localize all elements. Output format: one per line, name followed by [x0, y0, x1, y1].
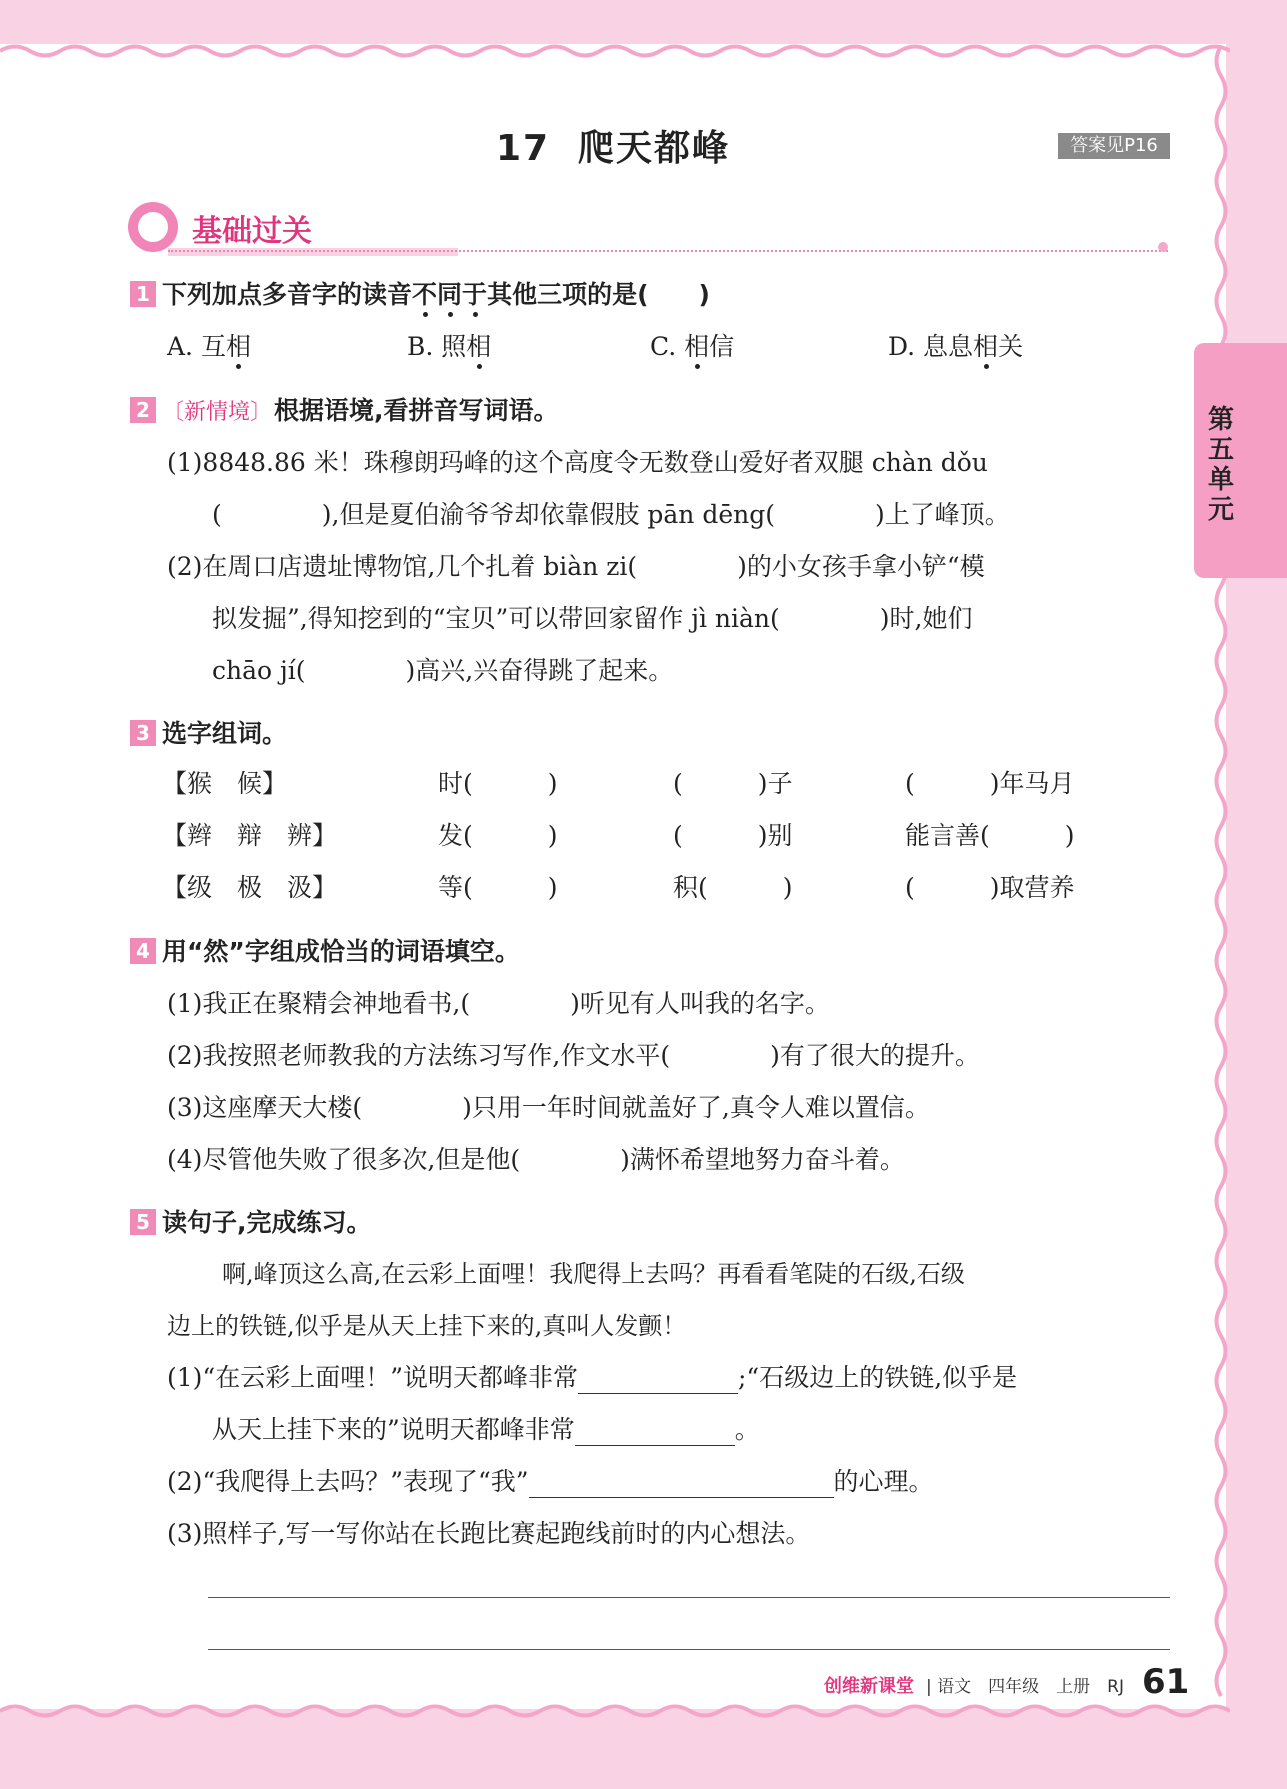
q3-blank[interactable]: 时( ): [438, 769, 558, 798]
question-number: 5: [130, 1209, 156, 1235]
answer-blank[interactable]: [529, 1471, 834, 1498]
q3-char-group: 【猴 候】: [162, 769, 288, 798]
footer-brand: 创维新课堂: [824, 1676, 914, 1697]
option-b[interactable]: B. 照相: [407, 332, 492, 361]
q5-sub1-cont: 从天上挂下来的”说明天都峰非常 。: [212, 1415, 760, 1444]
q3-blank[interactable]: 发( ): [438, 821, 558, 850]
section-dotted-divider: [168, 250, 1168, 252]
section-header: [128, 200, 1168, 252]
mascot-icon: [128, 202, 178, 252]
question-number: 3: [130, 720, 156, 746]
option-c[interactable]: C. 相信: [650, 332, 735, 361]
unit-side-tab: [1194, 343, 1287, 578]
right-wave-border: [1208, 46, 1234, 1710]
q3-blank[interactable]: ( )取营养: [905, 873, 1075, 902]
question-number: 1: [130, 281, 156, 307]
lesson-title: [0, 120, 1226, 171]
question-5-stem: 5 读句子,完成练习。: [130, 1203, 372, 1239]
section-label: 基础过关: [192, 214, 312, 249]
q4-line: (3)这座摩天大楼( )只用一年时间就盖好了,真令人难以置信。: [167, 1093, 930, 1122]
q4-line: (4)尽管他失败了很多次,但是他( )满怀希望地努力奋斗着。: [167, 1145, 905, 1174]
question-4-stem: 4 用“然”字组成恰当的词语填空。: [130, 932, 520, 968]
q3-blank[interactable]: 积( ): [673, 873, 793, 902]
unit-label: 第五单元: [1208, 405, 1235, 525]
top-wave-border: [0, 40, 1230, 62]
page-number: 61: [1142, 1662, 1190, 1702]
passage-line: 边上的铁链,似乎是从天上挂下来的,真叫人发颤！: [167, 1312, 687, 1340]
question-number: 4: [130, 938, 156, 964]
q5-sub2: (2)“我爬得上去吗？”表现了“我” 的心理。: [167, 1467, 934, 1496]
q3-blank[interactable]: 等( ): [438, 873, 558, 902]
answer-reference-badge: 答案见P16: [1058, 133, 1170, 159]
option-d[interactable]: D. 息息相关: [888, 332, 1024, 361]
divider-end-dot: [1158, 242, 1168, 252]
lesson-number: 17: [495, 128, 551, 169]
new-context-tag: 〔新情境〕: [162, 400, 273, 425]
bottom-wave-border: [0, 1700, 1230, 1722]
q3-blank[interactable]: ( )年马月: [905, 769, 1075, 798]
question-2-stem: 2 〔新情境〕根据语境,看拼音写词语。: [130, 391, 559, 427]
question-number: 2: [130, 397, 156, 423]
answer-blank[interactable]: [578, 1367, 738, 1394]
q3-char-group: 【级 极 汲】: [162, 873, 338, 902]
passage-line: 啊,峰顶这么高,在云彩上面哩！我爬得上去吗？再看看笔陡的石级,石级: [222, 1260, 965, 1288]
q2-line: 拟发掘”,得知挖到的“宝贝”可以带回家留作 jì niàn( )时,她们: [212, 604, 973, 633]
q5-sub1: (1)“在云彩上面哩！”说明天都峰非常 ;“石级边上的铁链,似乎是: [167, 1363, 1018, 1392]
question-1-stem: 1 下列加点多音字的读音不同于其他三项的是( ): [130, 275, 710, 311]
q4-line: (2)我按照老师教我的方法练习写作,作文水平( )有了很大的提升。: [167, 1041, 980, 1070]
writing-line[interactable]: [208, 1649, 1170, 1650]
q3-blank[interactable]: ( )子: [673, 769, 793, 798]
q3-blank[interactable]: ( )别: [673, 821, 793, 850]
q2-line: ( ),但是夏伯渝爷爷却依靠假肢 pān dēng( )上了峰顶。: [212, 500, 1010, 529]
q5-sub3: (3)照样子,写一写你站在长跑比赛起跑线前时的内心想法。: [167, 1519, 811, 1548]
question-3-stem: 3 选字组词。: [130, 714, 287, 750]
answer-blank[interactable]: [575, 1419, 735, 1446]
q3-blank[interactable]: 能言善( ): [905, 821, 1075, 850]
footer-subject: | 语文 四年级 上册 RJ: [926, 1677, 1124, 1697]
q2-line: (2)在周口店遗址博物馆,几个扎着 biàn zi( )的小女孩手拿小铲“模: [167, 552, 985, 581]
writing-line[interactable]: [208, 1597, 1170, 1598]
q2-line: (1)8848.86 米！珠穆朗玛峰的这个高度令无数登山爱好者双腿 chàn dǒu: [167, 448, 988, 477]
q2-line: chāo jí( )高兴,兴奋得跳了起来。: [212, 656, 674, 685]
option-a[interactable]: A. 互相: [167, 332, 251, 361]
q3-char-group: 【辫 辩 辨】: [162, 821, 338, 850]
q4-line: (1)我正在聚精会神地看书,( )听见有人叫我的名字。: [167, 989, 830, 1018]
lesson-name: 爬天都峰: [578, 128, 731, 169]
